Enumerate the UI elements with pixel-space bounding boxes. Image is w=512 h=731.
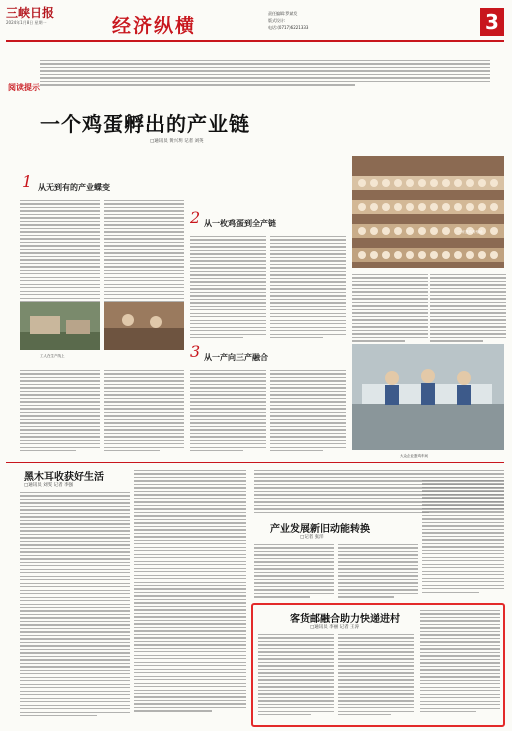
section-title-3: 从一产向三产融合 [204,353,268,362]
section-title-2: 从一枚鸡蛋到全产链 [204,219,276,228]
editor-info [268,10,308,31]
section-3-col-c [270,370,346,454]
section-number-2: 2 [190,208,201,227]
reading-tip-label: 阅读提示 [8,83,40,92]
workers-illustration [104,302,184,350]
photo-caption-top: 一家蛋鸡养殖场 [458,230,483,234]
photo-farm-left [20,302,100,350]
section-1-col-b [104,200,184,305]
phone-line: 电话:(0717)6221333 [268,25,309,30]
masthead [0,0,512,44]
feature-byline: □通讯员 黄兴玥 记者 刘英 [150,139,204,144]
lower-right-byline: □记者 张洋 [300,535,324,540]
section-2-col-a [190,236,266,341]
lower-right-headline: 产业发展新旧动能转换 [270,524,370,535]
issue-date: 2024年1月8日 星期一 [6,20,47,25]
section-title-1: 从无到有的产业蝶变 [38,183,110,192]
section-3-col-b [190,370,266,454]
photo-egg-production [352,156,504,268]
feature-headline: 一个鸡蛋孵出的产业链 [40,112,250,136]
deck-text [40,60,490,88]
lower-left-headline: 黑木耳收获好生活 [24,472,104,483]
highlighted-headline: 客货邮融合助力快递进村 [290,614,400,625]
highlighted-col-a [258,634,334,718]
lower-right-col-a [254,544,334,600]
section-2-col-c [352,274,428,344]
lower-right-col-c [422,480,504,595]
photo-caption-bottom: 大众企业蛋鸡车间 [400,454,428,458]
section-3-col-a [104,370,184,454]
highlighted-col-b [338,634,414,718]
farm-illustration [20,302,100,350]
egg-line-illustration [352,156,504,268]
section-1-col-c [20,370,100,454]
lower-left-byline: □通讯员 刘雯 记者 李强 [24,483,74,488]
page-number: 3 [480,8,504,36]
highlighted-col-c [420,610,500,715]
highlighted-byline: □通讯员 李丽 记者 王涛 [310,625,360,630]
lower-right-col-b [338,544,418,600]
section-2-col-b [270,236,346,341]
designer-line: 版式设计: [268,18,286,23]
section-number-1: 1 [22,172,33,191]
lower-mid-body [134,470,246,714]
newspaper-logo: 三峡日报 [6,6,55,20]
lower-left-body [20,492,130,718]
section-title: 经济纵横 [112,15,197,37]
section-2-col-d [430,274,506,344]
editor-line: 责任编辑:罗斌发 [268,11,298,16]
masthead-rule [6,40,504,42]
workshop-illustration [352,344,504,450]
photo-farm-right [104,302,184,350]
photo-caption-mid: 工人在生产线上 [40,354,65,358]
section-divider [6,462,504,463]
photo-workshop [352,344,504,450]
section-number-3: 3 [190,342,201,361]
